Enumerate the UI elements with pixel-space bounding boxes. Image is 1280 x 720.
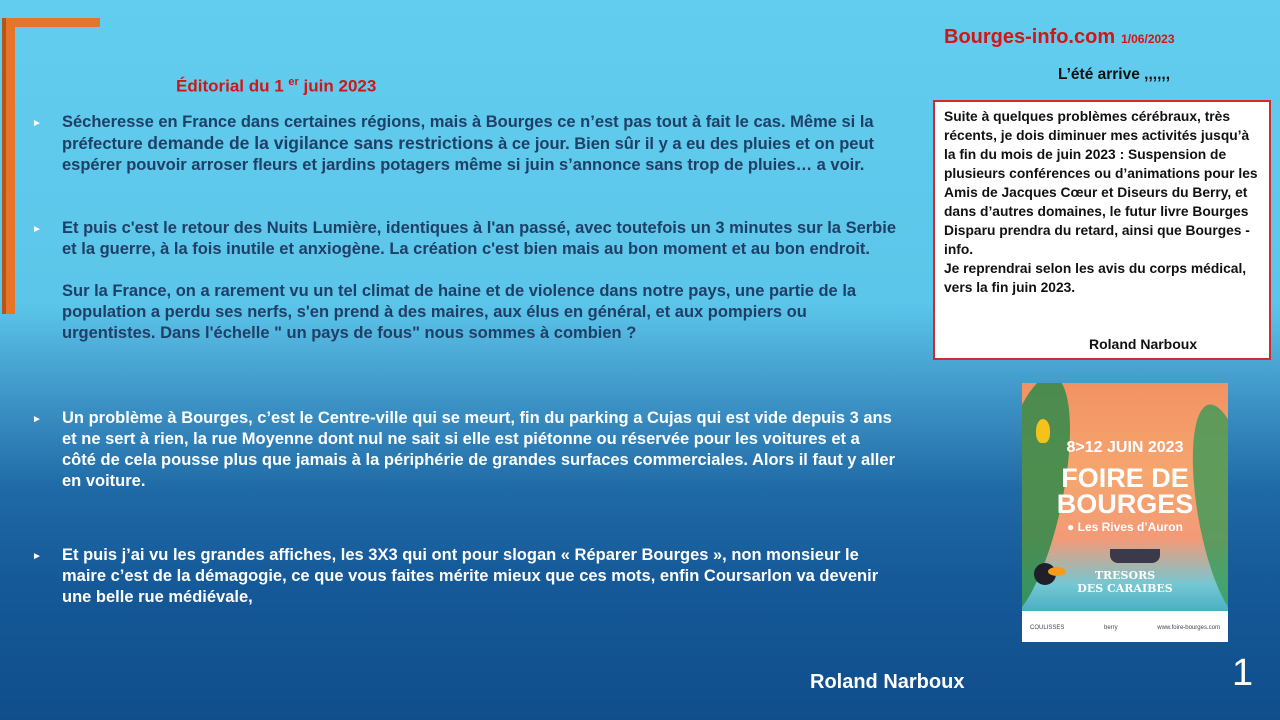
notice-signature: Roland Narboux — [1089, 336, 1198, 352]
site-name: Bourges-info.com 1/06/2023 — [944, 26, 1175, 48]
paragraph-france: Sur la France, on a rarement vu un tel climat de haine et de violence dans notre pays, une partie de la population a perdu ses nerfs, s'en prend à des maires, aux élus en général, et aux pompiers ou urgentistes. Dans l'échelle " un pays de fous" nous sommes à combien ? — [62, 282, 857, 342]
poster-theme: TRESORS DES CARAIBES — [1077, 569, 1173, 595]
bullet-arrow-icon: ► — [32, 414, 42, 425]
location-pin-icon: ● — [1067, 520, 1075, 534]
health-notice-box: Suite à quelques problèmes cérébraux, très récents, je dois diminuer mes activités jusqu’à la fin du mois de juin 2023 : Suspension de plusieurs conférences ou d’animations pour les Amis de Jacques Cœur et Diseurs du Berry, et dans d’autres domaines, le futur livre Bourges Disparu prendra du retard, ainsi que Bourges -info. Je reprendrai selon les avis du corps médical, vers la fin juin 2023. Roland Narboux — [933, 100, 1271, 360]
poster-sponsors: COULISSES berry www.foire-bourges.com — [1030, 625, 1220, 631]
site-date: 1/06/2023 — [1121, 32, 1175, 46]
author-signature: Roland Narboux — [810, 671, 965, 693]
decorative-bracket-horizontal — [6, 18, 100, 27]
page-number: 1 — [1232, 652, 1254, 694]
poster-title: FOIRE DE BOURGES — [1056, 463, 1194, 519]
bullet-arrow-icon: ► — [32, 224, 42, 235]
poster-dates: 8>12 JUIN 2023 — [1066, 439, 1184, 456]
editorial-title: Éditorial du 1 $^{er}$ juin 2023 — [176, 76, 377, 96]
poster-venue: ● Les Rives d’Auron — [1067, 520, 1183, 534]
fair-poster — [1022, 383, 1228, 642]
summer-note: L’été arrive ,,,,,, — [1058, 66, 1171, 83]
pirate-ship-icon — [1110, 549, 1160, 563]
bullet-arrow-icon: ► — [32, 551, 42, 562]
bullet-arrow-icon: ► — [32, 118, 42, 129]
emphasis-vigilance: demande de la vigilance sans restrictions — [147, 133, 494, 153]
decorative-bracket-vertical — [6, 18, 15, 314]
